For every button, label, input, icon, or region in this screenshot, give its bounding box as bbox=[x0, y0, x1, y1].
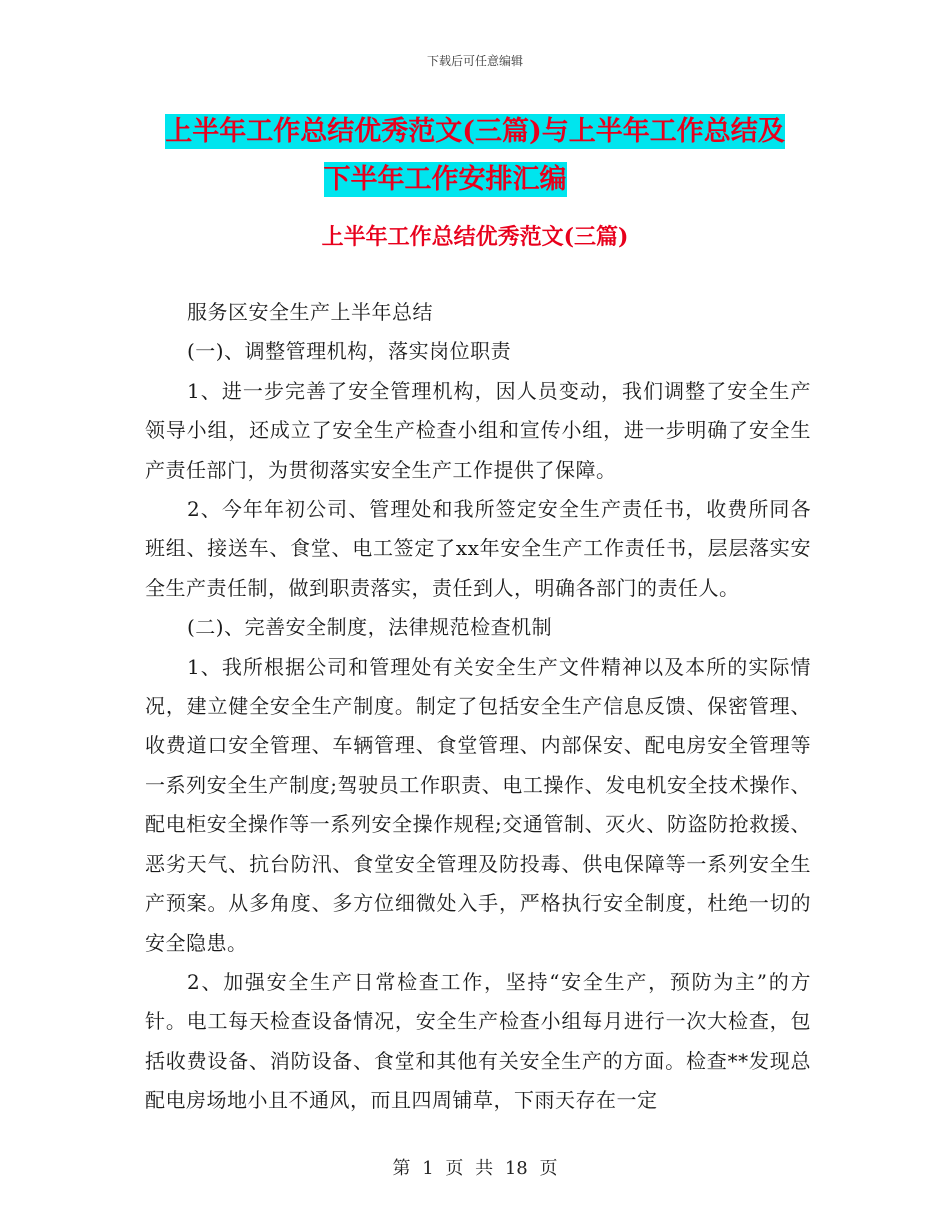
document-body bbox=[145, 293, 811, 1121]
document-title-line-1: 上半年工作总结优秀范文(三篇)与上半年工作总结及 bbox=[165, 116, 785, 147]
section-title: 上半年工作总结优秀范文(三篇) bbox=[321, 224, 629, 250]
paragraph: (二)、完善安全制度，法律规范检查机制 bbox=[187, 615, 553, 640]
paragraph: 2、加强安全生产日常检查工作，坚持“安全生产，预防为主”的方针。电工每天检查设备情况，安全生产检查小组每月进行一次大检查，包括收费设备、消防设备、食堂和其他有关安全生产的方面。检查**发现总配电房场地小且不通风，而且四周铺草，下雨天存在一定 bbox=[145, 969, 811, 1113]
paragraph: 1、进一步完善了安全管理机构，因人员变动，我们调整了安全生产领导小组，还成立了安全生产检查小组和宣传小组，进一步明确了安全生产责任部门，为贯彻落实安全生产工作提供了保障。 bbox=[145, 378, 811, 482]
paragraph: 1、我所根据公司和管理处有关安全生产文件精神以及本所的实际情 况，建立健全安全生产制度。制定了包括安全生产信息反馈、保密管理、收费道口安全管理、车辆管理、食堂管理、内部保安、配电房安全管理等一系列安全生产制度;驾驶员工作职责、电工操作、发电机安全技术操作、配电柜安全操作等一系列安全操作规程;交通管制、灭火、防盗防抢救援、恶劣天气、抗台防汛、食堂安全管理及防投毒、供电保障等一系列安全生产预案。从多角度、多方位细微处入手，严格执行安全制度，杜绝一切的安全隐患。 bbox=[145, 654, 811, 955]
paragraph: 2、今年年初公司、管理处和我所签定安全生产责任书，收费所同各班组、接送车、食堂、电工签定了xx年安全生产工作责任书，层层落实安全生产责任制，做到职责落实，责任到人，明确各部门的责任人。 bbox=[145, 497, 811, 600]
paragraph: (一)、调整管理机构，落实岗位职责 bbox=[187, 339, 512, 364]
paragraph: 服务区安全生产上半年总结 bbox=[187, 300, 433, 324]
document-title-line-2: 下半年工作安排汇编 bbox=[323, 164, 567, 195]
document-title bbox=[0, 108, 950, 204]
page-number: 第 1 页 共 18 页 bbox=[392, 1158, 558, 1179]
page-header-note: 下载后可任意编辑 bbox=[426, 54, 523, 68]
